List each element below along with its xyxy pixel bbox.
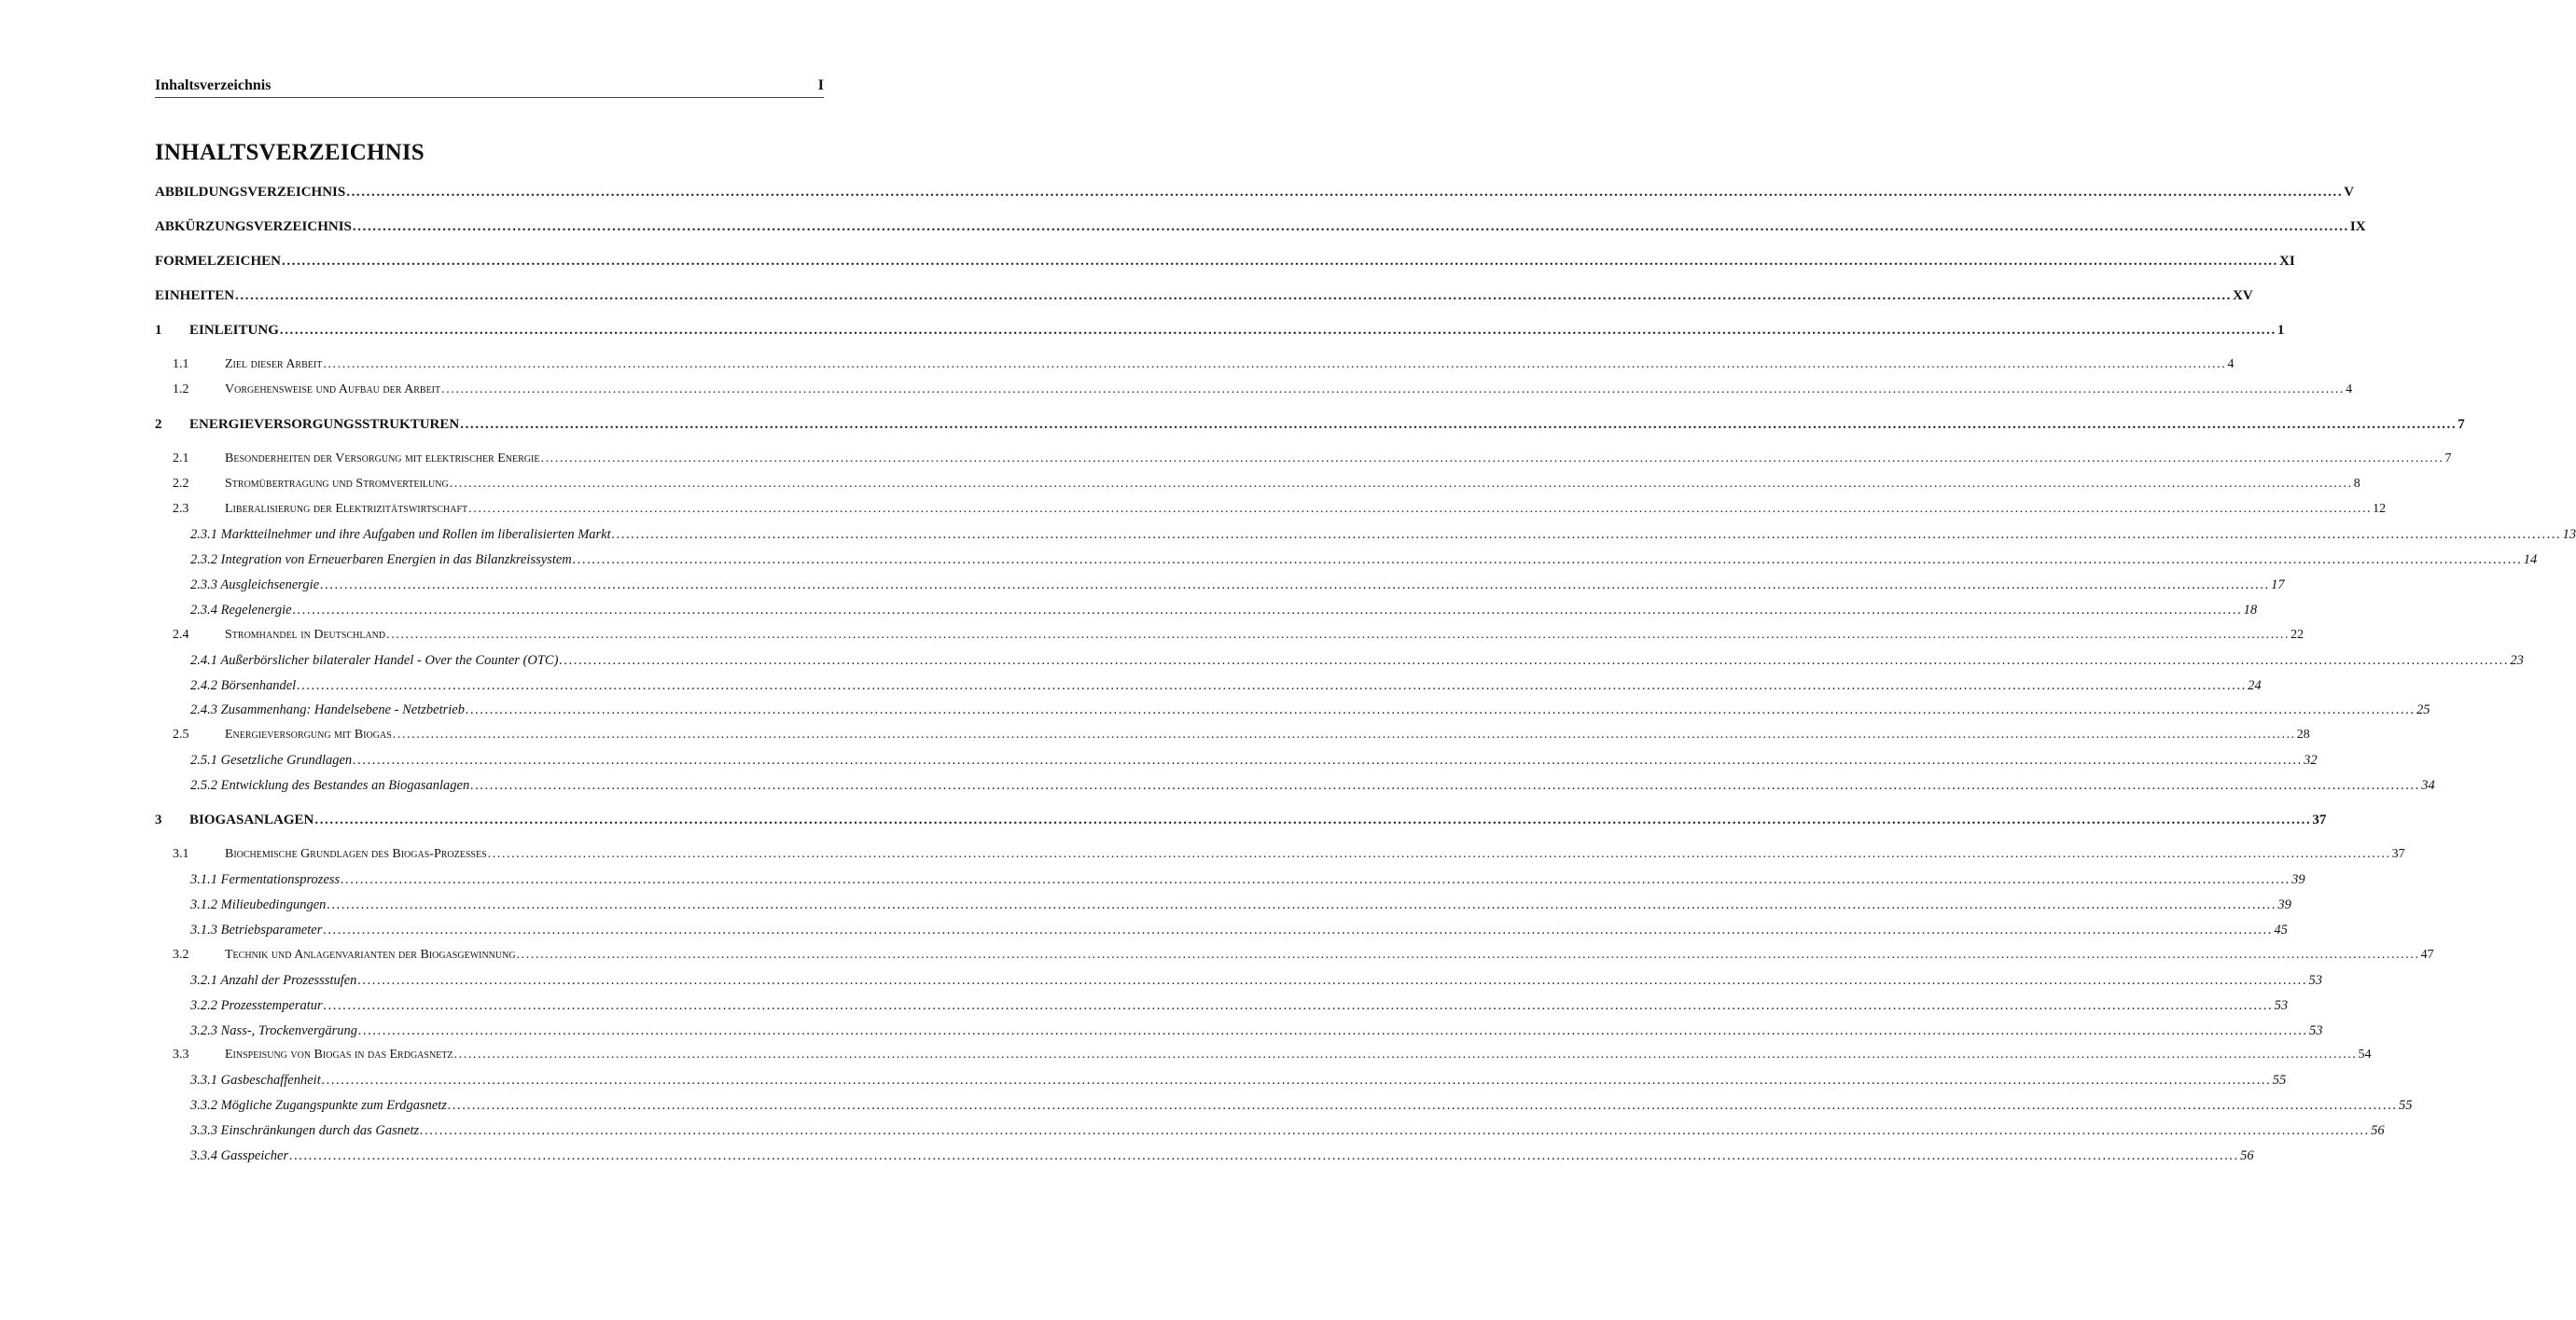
- dot-leader: ................................................................................................................................................................................................................................................................................................................................................................................................................: [279, 323, 2277, 338]
- toc-entry-label: Einspeisung von Biogas in das Erdgasnetz: [225, 1048, 453, 1062]
- toc-entry-page-number: 55: [2398, 1098, 2413, 1113]
- toc-entry-page-number: 37: [2312, 813, 2327, 827]
- dot-leader: ................................................................................................................................................................................................................................................................................................................................................................................................................: [420, 1123, 2371, 1138]
- toc-entry[interactable]: [173, 477, 2360, 492]
- toc-entry-label: 3.3.3 Einschränkungen durch das Gasnetz: [190, 1123, 420, 1138]
- toc-entry-number: 2: [155, 417, 162, 432]
- dot-leader: ................................................................................................................................................................................................................................................................................................................................................................................................................: [327, 897, 2277, 912]
- toc-entry-page-number: 55: [2272, 1073, 2287, 1088]
- toc-entry-label: EINHEITEN: [155, 288, 235, 303]
- toc-entry-page-number: 45: [2274, 923, 2288, 938]
- dot-leader: ................................................................................................................................................................................................................................................................................................................................................................................................................: [357, 973, 2308, 988]
- toc-entry[interactable]: [190, 1023, 2323, 1039]
- toc-entry-label: EINLEITUNG: [189, 323, 279, 338]
- toc-entry-number: 2.3: [173, 502, 189, 516]
- toc-entry[interactable]: [190, 577, 2285, 593]
- dot-leader: ................................................................................................................................................................................................................................................................................................................................................................................................................: [572, 552, 2523, 567]
- header-rule: [155, 97, 824, 98]
- toc-entry-number: 2.2: [173, 477, 189, 491]
- toc-entry-label: 2.3.1 Marktteilnehmer und ihre Aufgaben und Rollen im liberalisierten Markt: [190, 527, 611, 542]
- dot-leader: ................................................................................................................................................................................................................................................................................................................................................................................................................: [323, 998, 2274, 1013]
- toc-entry-label: Energieversorgung mit Biogas: [225, 728, 392, 742]
- dot-leader: ................................................................................................................................................................................................................................................................................................................................................................................................................: [321, 1073, 2272, 1088]
- toc-entry-label: 2.3.4 Regelenergie: [190, 603, 292, 618]
- running-header-page-number: I: [817, 77, 824, 93]
- toc-entry-number: 2.4: [173, 628, 189, 642]
- toc-entry[interactable]: [173, 948, 2434, 963]
- toc-entry-label: ENERGIEVERSORGUNGSSTRUKTUREN: [189, 417, 460, 432]
- toc-entry-page-number: XV: [2233, 288, 2253, 303]
- dot-leader: ................................................................................................................................................................................................................................................................................................................................................................................................................: [289, 1148, 2240, 1163]
- toc-entry-number: 3.1: [173, 847, 189, 861]
- toc-entry[interactable]: [155, 288, 2253, 304]
- toc-entry[interactable]: [190, 897, 2291, 913]
- toc-entry[interactable]: [190, 702, 2430, 718]
- toc-entry[interactable]: [190, 923, 2288, 938]
- toc-entry-label: Stromhandel in Deutschland: [225, 628, 386, 642]
- dot-leader: ................................................................................................................................................................................................................................................................................................................................................................................................................: [516, 948, 2420, 962]
- toc-entry-page-number: 53: [2274, 998, 2289, 1013]
- toc-entry-page-number: 47: [2420, 948, 2434, 962]
- dot-leader: ................................................................................................................................................................................................................................................................................................................................................................................................................: [470, 778, 2421, 793]
- toc-entry[interactable]: [155, 417, 2465, 433]
- toc-entry-label: 3.1.3 Betriebsparameter: [190, 923, 323, 938]
- toc-entry-page-number: 25: [2416, 702, 2430, 717]
- toc-entry-label: 3.1.1 Fermentationsprozess: [190, 872, 341, 887]
- dot-leader: ................................................................................................................................................................................................................................................................................................................................................................................................................: [353, 753, 2304, 768]
- toc-entry-page-number: 53: [2308, 973, 2322, 988]
- toc-entry-page-number: 8: [2353, 477, 2360, 491]
- toc-entry-page-number: 4: [2227, 357, 2235, 371]
- toc-entry[interactable]: [190, 678, 2262, 694]
- toc-entry-label: 3.2.2 Prozesstemperatur: [190, 998, 323, 1013]
- toc-entry[interactable]: [173, 357, 2235, 372]
- dot-leader: ................................................................................................................................................................................................................................................................................................................................................................................................................: [611, 527, 2562, 542]
- dot-leader: ................................................................................................................................................................................................................................................................................................................................................................................................................: [235, 288, 2233, 303]
- toc-entry-label: 2.3.2 Integration von Erneuerbaren Energien in das Bilanzkreissystem: [190, 552, 572, 567]
- toc-entry-label: 3.3.1 Gasbeschaffenheit: [190, 1073, 321, 1088]
- toc-entry-page-number: 7: [2444, 452, 2452, 465]
- toc-entry-page-number: 22: [2291, 628, 2304, 642]
- toc-entry-label: Biochemische Grundlagen des Biogas-Prozesses: [225, 847, 487, 861]
- toc-entry-number: 3: [155, 813, 162, 827]
- toc-entry[interactable]: [173, 1048, 2372, 1063]
- toc-entry-label: 3.2.3 Nass-, Trockenvergärung: [190, 1023, 357, 1038]
- toc-entry-page-number: 54: [2358, 1048, 2372, 1062]
- toc-entry-label: 2.5.1 Gesetzliche Grundlagen: [190, 753, 353, 768]
- toc-entry-page-number: 12: [2373, 502, 2387, 516]
- toc-entry[interactable]: [173, 847, 2405, 862]
- toc-entry-page-number: 28: [2296, 728, 2310, 742]
- toc-entry[interactable]: [155, 185, 2355, 201]
- toc-entry-page-number: 53: [2308, 1023, 2323, 1038]
- toc-entry-number: 3.2: [173, 948, 189, 962]
- toc-entry-page-number: 24: [2248, 678, 2262, 693]
- toc-entry-number: 2.5: [173, 728, 189, 742]
- toc-entry-label: 2.4.1 Außerbörslicher bilateraler Handel - Over the Counter (OTC): [190, 653, 559, 668]
- toc-entry-number: 3.3: [173, 1048, 189, 1062]
- toc-entry-number: 1.1: [173, 357, 189, 371]
- toc-entry-page-number: 37: [2391, 847, 2405, 861]
- toc-entry-label: ABKÜRZUNGSVERZEICHNIS: [155, 219, 352, 234]
- toc-entry-label: Technik und Anlagenvarianten der Biogasgewinnung: [225, 948, 516, 962]
- toc-entry[interactable]: [155, 813, 2327, 828]
- toc-entry[interactable]: [190, 1123, 2385, 1139]
- toc-entry-label: Besonderheiten der Versorgung mit elektrischer Energie: [225, 452, 540, 465]
- dot-leader: ................................................................................................................................................................................................................................................................................................................................................................................................................: [292, 603, 2243, 618]
- toc-entry-label: 2.4.2 Börsenhandel: [190, 678, 297, 693]
- toc-entry[interactable]: [190, 527, 2576, 543]
- dot-leader: ................................................................................................................................................................................................................................................................................................................................................................................................................: [297, 678, 2248, 693]
- toc-entry[interactable]: [190, 603, 2258, 618]
- toc-entry-page-number: V: [2344, 185, 2355, 200]
- toc-entry[interactable]: [190, 1098, 2413, 1114]
- toc-entry-page-number: 32: [2304, 753, 2318, 768]
- dot-leader: ................................................................................................................................................................................................................................................................................................................................................................................................................: [341, 872, 2291, 887]
- toc-entry[interactable]: [190, 753, 2318, 769]
- dot-leader: ................................................................................................................................................................................................................................................................................................................................................................................................................: [453, 1048, 2358, 1062]
- dot-leader: ................................................................................................................................................................................................................................................................................................................................................................................................................: [487, 847, 2391, 861]
- toc-entry-label: 2.5.2 Entwicklung des Bestandes an Biogasanlagen: [190, 778, 470, 793]
- toc-entry[interactable]: [155, 254, 2295, 270]
- toc-entry-page-number: IX: [2349, 219, 2366, 234]
- toc-entry-label: 2.4.3 Zusammenhang: Handelsebene - Netzbetrieb: [190, 702, 465, 717]
- toc-entry-page-number: 39: [2277, 897, 2291, 912]
- toc-entry-label: BIOGASANLAGEN: [189, 813, 314, 827]
- toc-entry[interactable]: [190, 778, 2435, 794]
- dot-leader: ................................................................................................................................................................................................................................................................................................................................................................................................................: [465, 702, 2416, 717]
- toc-entry[interactable]: [173, 502, 2387, 517]
- page-title: INHALTSVERZEICHNIS: [155, 140, 425, 165]
- toc-entry-label: FORMELZEICHEN: [155, 254, 282, 269]
- toc-entry-label: Ziel dieser Arbeit: [225, 357, 323, 371]
- toc-entry-page-number: 56: [2371, 1123, 2385, 1138]
- dot-leader: ................................................................................................................................................................................................................................................................................................................................................................................................................: [386, 628, 2291, 642]
- toc-entry-number: 1.2: [173, 382, 189, 396]
- toc-entry-label: Liberalisierung der Elektrizitätswirtschaft: [225, 502, 468, 516]
- toc-entry-label: 3.2.1 Anzahl der Prozessstufen: [190, 973, 357, 988]
- toc-entry-page-number: 39: [2291, 872, 2305, 887]
- toc-entry-page-number: 13: [2562, 527, 2576, 542]
- toc-entry-page-number: 14: [2523, 552, 2538, 567]
- toc-entry-label: 3.3.4 Gasspeicher: [190, 1148, 289, 1163]
- toc-entry[interactable]: [190, 552, 2538, 568]
- running-header: [155, 77, 824, 94]
- toc-entry[interactable]: [190, 973, 2322, 989]
- toc-entry-page-number: 56: [2240, 1148, 2254, 1163]
- dot-leader: ................................................................................................................................................................................................................................................................................................................................................................................................................: [540, 452, 2444, 465]
- dot-leader: ................................................................................................................................................................................................................................................................................................................................................................................................................: [449, 477, 2353, 491]
- toc-entry[interactable]: [173, 452, 2452, 466]
- dot-leader: ................................................................................................................................................................................................................................................................................................................................................................................................................: [441, 382, 2346, 396]
- dot-leader: ................................................................................................................................................................................................................................................................................................................................................................................................................: [323, 923, 2274, 938]
- toc-entry-page-number: 34: [2421, 778, 2435, 793]
- dot-leader: ................................................................................................................................................................................................................................................................................................................................................................................................................: [352, 219, 2349, 234]
- toc-entry-label: ABBILDUNGSVERZEICHNIS: [155, 185, 346, 200]
- toc-entry[interactable]: [190, 653, 2524, 669]
- dot-leader: ................................................................................................................................................................................................................................................................................................................................................................................................................: [323, 357, 2227, 371]
- toc-entry-label: 2.3.3 Ausgleichsenergie: [190, 577, 320, 592]
- toc-entry[interactable]: [173, 382, 2353, 397]
- dot-leader: ................................................................................................................................................................................................................................................................................................................................................................................................................: [346, 185, 2344, 200]
- dot-leader: ................................................................................................................................................................................................................................................................................................................................................................................................................: [460, 417, 2458, 432]
- toc-entry-page-number: 18: [2243, 603, 2258, 618]
- toc-entry[interactable]: [190, 1073, 2287, 1089]
- toc-entry-page-number: 17: [2271, 577, 2285, 592]
- toc-entry-label: 3.1.2 Milieubedingungen: [190, 897, 327, 912]
- toc-entry[interactable]: [190, 998, 2289, 1014]
- toc-entry-page-number: 7: [2458, 417, 2465, 432]
- toc-entry-number: 2.1: [173, 452, 189, 465]
- toc-entry[interactable]: [190, 1148, 2254, 1164]
- toc-entry-page-number: 1: [2277, 323, 2285, 338]
- toc-entry[interactable]: [173, 628, 2304, 643]
- toc-entry[interactable]: [155, 219, 2366, 235]
- toc-entry-page-number: 4: [2346, 382, 2353, 396]
- dot-leader: ................................................................................................................................................................................................................................................................................................................................................................................................................: [559, 653, 2510, 668]
- toc-entry[interactable]: [190, 872, 2305, 888]
- dot-leader: ................................................................................................................................................................................................................................................................................................................................................................................................................: [357, 1023, 2308, 1038]
- dot-leader: ................................................................................................................................................................................................................................................................................................................................................................................................................: [392, 728, 2296, 742]
- running-header-title: Inhaltsverzeichnis: [155, 77, 272, 93]
- toc-entry-label: 3.3.2 Mögliche Zugangspunkte zum Erdgasnetz: [190, 1098, 447, 1113]
- toc-entry-page-number: 23: [2510, 653, 2524, 668]
- toc-entry[interactable]: [173, 728, 2310, 743]
- toc-entry-number: 1: [155, 323, 162, 338]
- dot-leader: ................................................................................................................................................................................................................................................................................................................................................................................................................: [314, 813, 2312, 827]
- dot-leader: ................................................................................................................................................................................................................................................................................................................................................................................................................: [282, 254, 2279, 269]
- dot-leader: ................................................................................................................................................................................................................................................................................................................................................................................................................: [320, 577, 2271, 592]
- dot-leader: ................................................................................................................................................................................................................................................................................................................................................................................................................: [468, 502, 2373, 516]
- toc-entry-page-number: XI: [2279, 254, 2295, 269]
- toc-entry-label: Vorgehensweise und Aufbau der Arbeit: [225, 382, 441, 396]
- toc-entry-label: Stromübertragung und Stromverteilung: [225, 477, 449, 491]
- dot-leader: ................................................................................................................................................................................................................................................................................................................................................................................................................: [447, 1098, 2398, 1113]
- toc-entry[interactable]: [155, 323, 2285, 339]
